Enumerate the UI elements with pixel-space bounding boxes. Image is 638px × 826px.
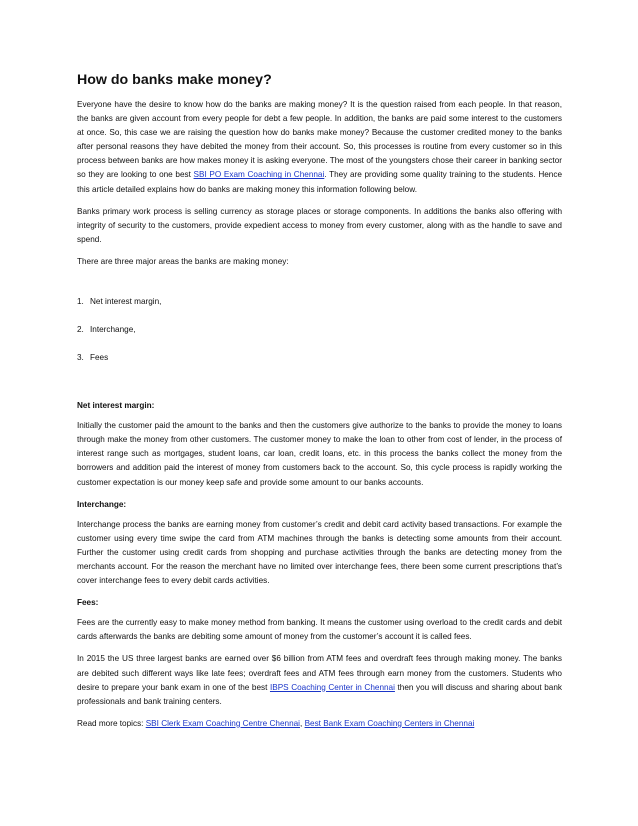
ibps-coaching-link[interactable]: IBPS Coaching Center in Chennai [269,682,395,692]
primary-work-paragraph: Banks primary work process is selling currency as storage places or storage components. In additions the banks also offering with integrity of security to the customers, provide expedient access to money from every customer, along with as the handle to save and spend. [77,206,562,244]
page-title: How do banks make money? [77,72,272,88]
intro-text-start: Everyone have the desire to know how do the banks are making money? It is the question raised from each people. In that reason, the banks are given account from every people for debt a few people. In addition, the banks are paid some interest to the customers at once. So, this case we are raising the question how do banks make money? Because the customer credited money to the banks after personal reasons they have debited the money from their account. So, this processes is routine from every customer so in this process between banks are how makes money it is asking everyone. The most of the youngsters chose their career in banking sector so they are looking to one best [77,100,562,180]
list-item [77,323,562,337]
us-banks-2015-paragraph [77,652,562,708]
best-bank-coaching-link[interactable]: Best Bank Exam Coaching Centers in Chennai [304,718,475,728]
interchange-paragraph: Interchange process the banks are earning money from customer’s credit and debit card activity based transactions. For example the customer using every time swipe the card from ATM machines through the banks is detecting some amounts from their account. Further the customer using credit cards from shopping and purchase activities through the banks are detecting money from the merchants account. For the reason the merchant have no limited over interchange fees, there been some current prescriptions that’s cover interchange fees to every debit cards activities. [77,519,562,586]
list-item [77,295,562,309]
us-banks-text-start: In 2015 the US three largest banks are earned over $6 billion from ATM fees and overdraft fees through making money. The banks are debited such different ways like late fees; overdraft fees and ATM fees through earn money from the customers. Students who desire to prepare your bank exam in one of the best [77,654,562,692]
sbi-clerk-coaching-link[interactable]: SBI Clerk Exam Coaching Centre Chennai [145,718,300,728]
read-more-separator: , [300,718,305,728]
read-more-paragraph [77,717,562,731]
list-item-label: Net interest margin, [90,297,162,307]
interchange-heading: Interchange: [77,499,127,509]
net-interest-margin-heading: Net interest margin: [77,401,155,411]
us-banks-text-end: then you will discuss and sharing about bank professionals and bank training centers. [77,682,562,706]
list-number: 2. [77,325,84,335]
fees-heading: Fees: [77,598,99,608]
areas-list [77,295,562,365]
list-number: 1. [77,297,84,307]
net-interest-margin-paragraph: Initially the customer paid the amount to the banks and then the customers give authorize to the banks to provide the money to loans through make the money from other customers. The customer money to make the loan to other from cost of lender, in the process of interest range such as mortgages, student loans, car loan, credit loans, etc. in this process the banks collect the money from the borrowers and addition paid the interest of money from customers back to the account. So, this cycle process is rapidly working the customer expectation is our money keep safe and provide some amount to our banks accounts. [77,421,562,487]
fees-paragraph: Fees are the currently easy to make money method from banking. It means the customer using overload to the credit cards and debit cards afterwards the banks are debiting some amount of money from the customer’s account it is called fees. [77,618,562,642]
read-more-prefix: Read more topics: [77,718,146,728]
intro-text-end: . They are providing some quality training to the students. Hence this article detailed explains how do banks are making money this information following below. [77,170,563,194]
list-item-label: Fees [90,353,109,363]
sbi-po-coaching-link[interactable]: SBI PO Exam Coaching in Chennai [193,170,325,180]
three-areas-paragraph: There are three major areas the banks are making money: [77,256,289,266]
list-item [77,351,562,365]
blank-space [77,379,562,399]
document-page [77,72,562,739]
list-item-label: Interchange, [90,325,136,335]
list-number: 3. [77,353,84,363]
intro-paragraph [77,98,562,197]
blank-space [77,277,562,295]
